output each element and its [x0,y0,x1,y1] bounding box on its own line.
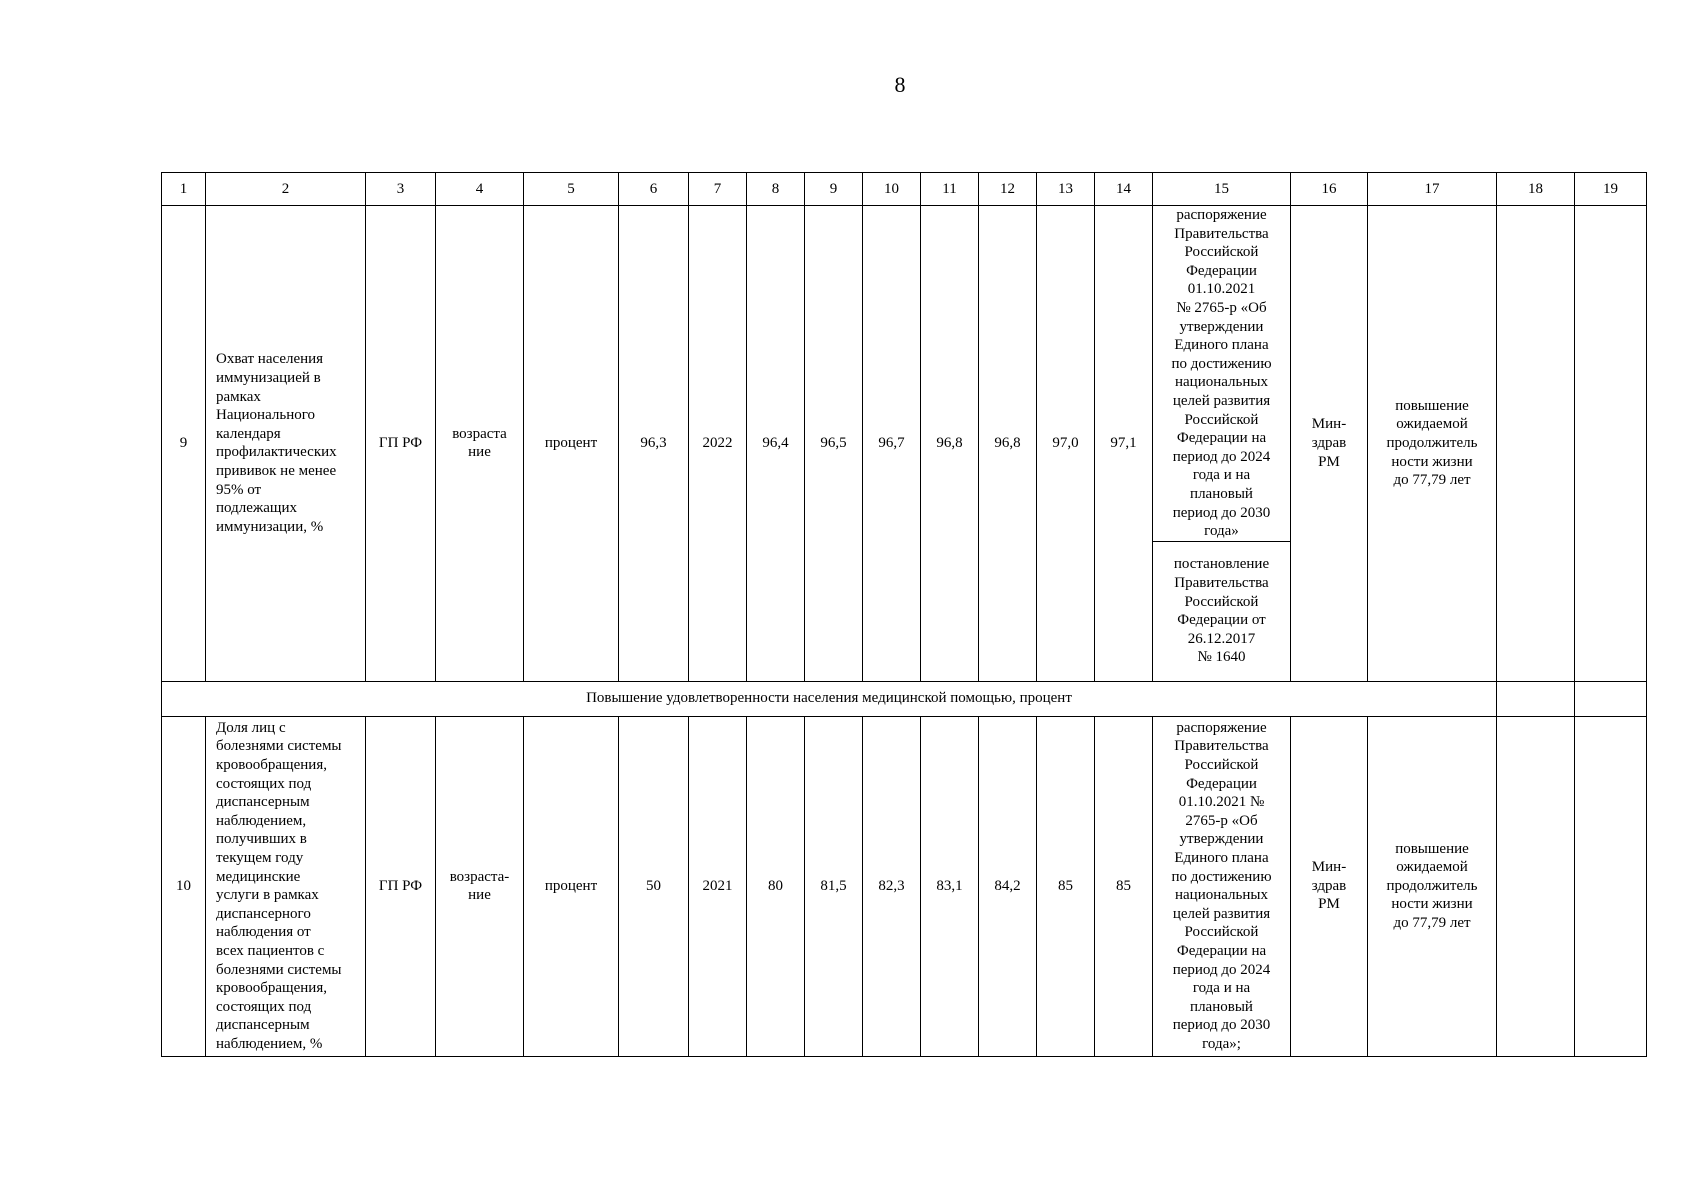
section-title: Повышение удовлетворенности населения медицинской помощью, процент [162,681,1497,716]
empty-cell [1497,681,1575,716]
indicator-level: ГП РФ [366,716,436,1056]
column-number: 12 [979,173,1037,206]
column-number: 9 [805,173,863,206]
base-value: 50 [619,716,689,1056]
column-number: 5 [524,173,619,206]
period-value: 83,1 [921,716,979,1056]
period-value: 96,8 [921,206,979,682]
period-value: 96,5 [805,206,863,682]
period-value: 80 [747,716,805,1056]
base-value: 96,3 [619,206,689,682]
period-value: 96,7 [863,206,921,682]
period-value: 81,5 [805,716,863,1056]
row-number: 9 [162,206,206,682]
period-value: 85 [1095,716,1153,1056]
base-year: 2022 [689,206,747,682]
legal-document: распоряжение Правительства Российской Федерации 01.10.2021 № 2765-р «Об утверждении Единого плана по достижению национальных целей развития Российской Федерации на период до 2024 года и на плановый период до 2030 года»; [1153,716,1291,1056]
legal-document: постановление Правительства Российской Федерации от 26.12.2017 № 1640 [1153,541,1291,681]
empty-cell [1497,206,1575,682]
period-value: 97,0 [1037,206,1095,682]
row-number: 10 [162,716,206,1056]
empty-cell [1575,206,1647,682]
column-number: 8 [747,173,805,206]
indicators-table [161,172,1647,1057]
column-number: 15 [1153,173,1291,206]
period-value: 85 [1037,716,1095,1056]
column-number: 14 [1095,173,1153,206]
column-number: 2 [206,173,366,206]
column-number: 6 [619,173,689,206]
unit: процент [524,716,619,1056]
period-value: 96,8 [979,206,1037,682]
column-number: 3 [366,173,436,206]
period-value: 96,4 [747,206,805,682]
column-number: 4 [436,173,524,206]
column-number: 11 [921,173,979,206]
column-number: 19 [1575,173,1647,206]
column-number: 17 [1368,173,1497,206]
table-row [162,206,1647,542]
responsible-body: Мин- здрав РМ [1291,206,1368,682]
column-number: 10 [863,173,921,206]
period-value: 82,3 [863,716,921,1056]
period-value: 97,1 [1095,206,1153,682]
responsible-body: Мин- здрав РМ [1291,716,1368,1056]
trend-direction: возраста ние [436,206,524,682]
base-year: 2021 [689,716,747,1056]
empty-cell [1497,716,1575,1056]
column-number: 7 [689,173,747,206]
column-number: 13 [1037,173,1095,206]
national-goal-link: повышение ожидаемой продолжитель ности жизни до 77,79 лет [1368,206,1497,682]
column-number: 18 [1497,173,1575,206]
section-row [162,681,1647,716]
empty-cell [1575,681,1647,716]
trend-direction: возраста- ние [436,716,524,1056]
indicator-name: Доля лиц с болезнями системы кровообращения, состоящих под диспансерным наблюдением, получивших в текущем году медицинские услуги в рамках диспансерного наблюдения от всех пациентов с болезнями системы кровообращения, состоящих под диспансерным наблюдением, % [206,716,366,1056]
empty-cell [1575,716,1647,1056]
column-number-row [162,173,1647,206]
column-number: 1 [162,173,206,206]
page-number: 8 [894,72,906,97]
indicator-name: Охват населения иммунизацией в рамках Национального календаря профилактических прививок не менее 95% от подлежащих иммунизации, % [206,206,366,682]
unit: процент [524,206,619,682]
table-row [162,716,1647,1056]
national-goal-link: повышение ожидаемой продолжитель ности жизни до 77,79 лет [1368,716,1497,1056]
legal-document: распоряжение Правительства Российской Федерации 01.10.2021 № 2765-р «Об утверждении Единого плана по достижению национальных целей развития Российской Федерации на период до 2024 года и на плановый период до 2030 года» [1153,206,1291,542]
indicator-level: ГП РФ [366,206,436,682]
period-value: 84,2 [979,716,1037,1056]
column-number: 16 [1291,173,1368,206]
